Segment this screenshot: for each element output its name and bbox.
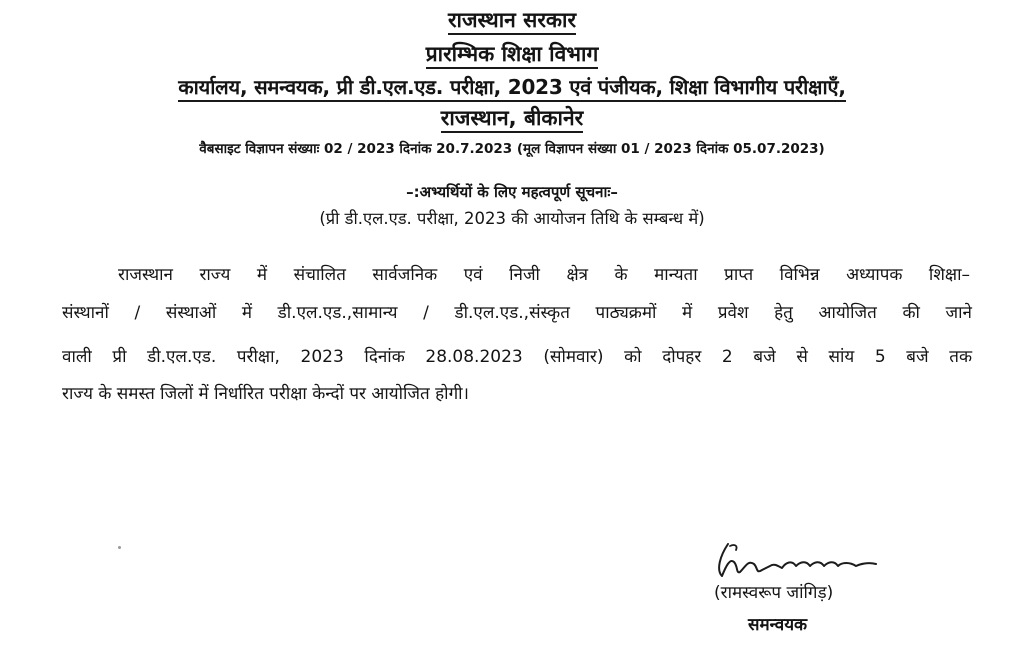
- government-heading-text: राजस्थान सरकार: [448, 8, 576, 35]
- advertisement-number: [0, 139, 1024, 157]
- office-heading-text: कार्यालय, समन्वयक, प्री डी.एल.एड. परीक्षा, 2023 एवं पंजीयक, शिक्षा विभागीय परीक्षाएँ,: [178, 75, 845, 102]
- handwritten-signature: [700, 536, 900, 586]
- department-heading-text: प्रारम्भिक शिक्षा विभाग: [426, 42, 599, 69]
- advertisement-number-text: वैबसाइट विज्ञापन संख्याः 02 / 2023 दिनांक 20.7.2023 (मूल विज्ञापन संख्या 01 / 2023 दिनांक 05.07.2023): [199, 141, 825, 157]
- city-heading-text: राजस्थान, बीकानेर: [441, 106, 583, 133]
- office-heading: [0, 73, 1024, 100]
- notice-title: –:अभ्यर्थियों के लिए महत्वपूर्ण सूचनाः–: [406, 183, 618, 201]
- scan-speck: [118, 546, 121, 549]
- signatory-designation: समन्वयक: [748, 615, 808, 635]
- body-line-2: संस्थानों / संस्थाओं में डी.एल.एड.,सामान्य / डी.एल.एड.,संस्कृत पाठ्यक्रमों में प्रवेश हेतु आयोजित की जाने: [62, 303, 972, 323]
- body-line-4: राज्य के समस्त जिलों में निर्धारित परीक्षा केन्दों पर आयोजित होगी।: [62, 384, 469, 404]
- signatory-name: (रामस्वरूप जांगिड़): [714, 583, 834, 603]
- notice-subtitle: (प्री डी.एल.एड. परीक्षा, 2023 की आयोजन तिथि के सम्बन्ध में): [319, 209, 705, 228]
- body-line-3: वाली प्री डी.एल.एड. परीक्षा, 2023 दिनांक 28.08.2023 (सोमवार) को दोपहर 2 बजे से सांय 5 बजे तक: [62, 347, 972, 367]
- department-heading: [0, 40, 1024, 68]
- body-line-1: राजस्थान राज्य में संचालित सार्वजनिक एवं निजी क्षेत्र के मान्यता प्राप्त विभिन्न अध्यापक शिक्षा–: [118, 265, 970, 285]
- city-heading: [0, 104, 1024, 132]
- government-heading: [0, 6, 1024, 34]
